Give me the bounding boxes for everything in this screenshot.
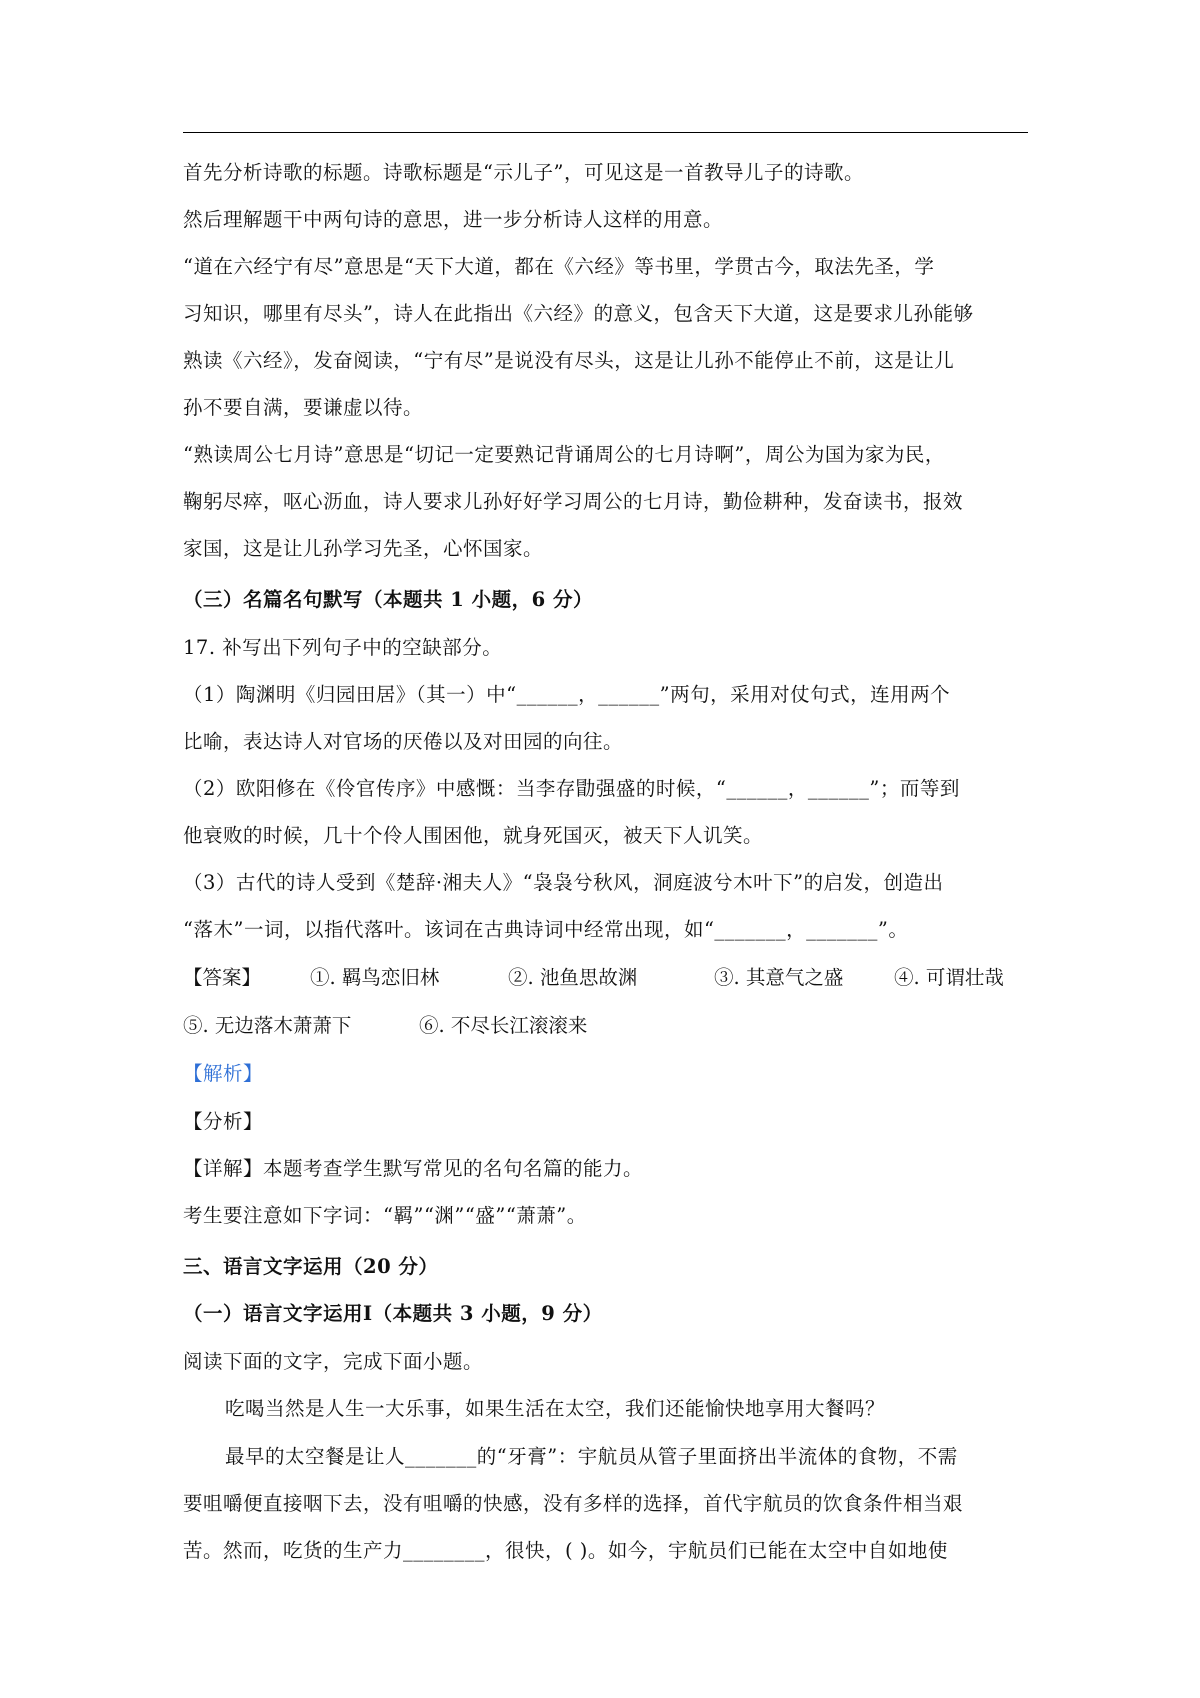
text-line: （3）古代的诗人受到《楚辞·湘夫人》“袅袅兮秋风，洞庭波兮木叶下”的启发，创造出 (183, 871, 944, 894)
answer-item-3: ③. 其意气之盛 (714, 966, 844, 989)
text-line: 熟读《六经》，发奋阅读，“宁有尽”是说没有尽头，这是让儿孙不能停止不前，这是让儿 (183, 349, 955, 372)
text-line: 首先分析诗歌的标题。诗歌标题是“示儿子”，可见这是一首教导儿子的诗歌。 (183, 161, 864, 184)
answer-item-6: ⑥. 不尽长江滚滚来 (419, 1014, 588, 1037)
section-heading: 三、语言文字运用（20 分） (183, 1255, 439, 1278)
text-line: “落木”一词，以指代落叶。该词在古典诗词中经常出现，如“_______，_______”。 (183, 918, 909, 941)
answer-item-5: ⑤. 无边落木萧萧下 (183, 1014, 352, 1037)
section-heading: （三）名篇名句默写（本题共 1 小题，6 分） (183, 588, 594, 611)
text-line: 考生要注意如下字词：“羁”“渊”“盛”“萧萧”。 (183, 1204, 587, 1227)
answer-item-1: ①. 羁鸟恋旧林 (310, 966, 440, 989)
header-rule (183, 132, 1028, 133)
text-line: 然后理解题干中两句诗的意思，进一步分析诗人这样的用意。 (183, 208, 724, 231)
text-line: 鞠躬尽瘁，呕心沥血，诗人要求儿孙好好学习周公的七月诗，勤俭耕种，发奋读书，报效 (183, 490, 964, 513)
passage-line: 最早的太空餐是让人_______的“牙膏”：宇航员从管子里面挤出半流体的食物，不需 (225, 1445, 958, 1468)
text-line: （2）欧阳修在《伶官传序》中感慨：当李存勖强盛的时候，“______，______”；而等到 (183, 777, 960, 800)
text-line: 【详解】本题考查学生默写常见的名句名篇的能力。 (183, 1157, 644, 1180)
answer-item-4: ④. 可谓壮哉 (894, 966, 1004, 989)
passage-line: 要咀嚼便直接咽下去，没有咀嚼的快感，没有多样的选择，首代宇航员的饮食条件相当艰 (183, 1492, 964, 1515)
text-line: 他衰败的时候，几十个伶人围困他，就身死国灭，被天下人讥笑。 (183, 824, 764, 847)
text-line: “道在六经宁有尽”意思是“天下大道，都在《六经》等书里，学贯古今，取法先圣，学 (183, 255, 935, 278)
question-stem: 17. 补写出下列句子中的空缺部分。 (183, 636, 503, 659)
analysis-label: 【解析】 (183, 1062, 264, 1085)
text-line: 比喻，表达诗人对官场的厌倦以及对田园的向往。 (183, 730, 624, 753)
text-line: （1）陶渊明《归园田居》（其一）中“______，______”两句，采用对仗句式，连用两个 (183, 683, 951, 706)
passage-line: 吃喝当然是人生一大乐事，如果生活在太空，我们还能愉快地享用大餐吗？ (225, 1397, 886, 1420)
section-heading: （一）语言文字运用Ⅰ（本题共 3 小题，9 分） (183, 1302, 603, 1325)
answer-item-2: ②. 池鱼思故渊 (508, 966, 638, 989)
answer-label: 【答案】 (183, 966, 262, 989)
text-line: “熟读周公七月诗”意思是“切记一定要熟记背诵周公的七月诗啊”，周公为国为家为民， (183, 443, 945, 466)
text-line: 阅读下面的文字，完成下面小题。 (183, 1350, 484, 1373)
passage-line: 苦。然而，吃货的生产力________，很快，( )。如今，宇航员们已能在太空中自如地使 (183, 1539, 948, 1562)
text-line: 习知识，哪里有尽头”，诗人在此指出《六经》的意义，包含天下大道，这是要求儿孙能够 (183, 302, 974, 325)
text-line: 【分析】 (183, 1110, 264, 1133)
text-line: 孙不要自满，要谦虚以待。 (183, 396, 424, 419)
text-line: 家国，这是让儿孙学习先圣，心怀国家。 (183, 537, 544, 560)
